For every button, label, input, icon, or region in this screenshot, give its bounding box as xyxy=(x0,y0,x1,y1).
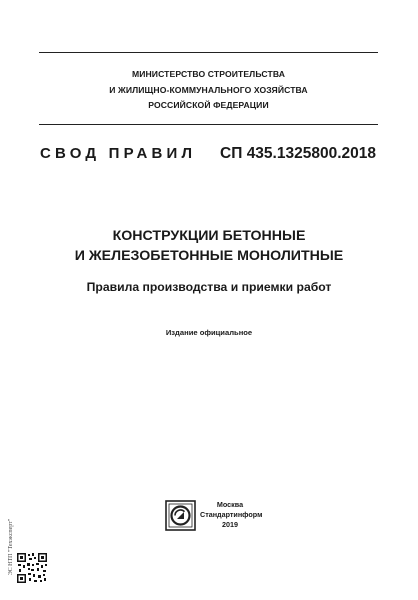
document-title xyxy=(0,226,418,266)
publisher-block xyxy=(200,500,263,530)
ministry-line-1: МИНИСТЕРСТВО СТРОИТЕЛЬСТВА xyxy=(131,69,286,79)
standartinform-logo-icon xyxy=(165,500,196,531)
ministry-line-2: И ЖИЛИЩНО-КОММУНАЛЬНОГО ХОЗЯЙСТВА xyxy=(109,84,308,95)
ministry-line-3: РОССИЙСКОЙ ФЕДЕРАЦИИ xyxy=(148,100,269,110)
publisher-city: Москва xyxy=(216,500,244,509)
top-divider xyxy=(39,52,378,53)
document-subtitle: Правила производства и приемки работ xyxy=(86,280,332,294)
series-label: СВОД ПРАВИЛ xyxy=(40,145,197,162)
watermark-text: ЭС НТП "Техэксперт" xyxy=(8,518,14,576)
qr-code-icon xyxy=(16,552,48,584)
ministry-header xyxy=(39,67,378,114)
title-line-1: КОНСТРУКЦИИ БЕТОННЫЕ xyxy=(112,228,306,244)
edition-label: Издание официальное xyxy=(165,328,253,337)
middle-divider xyxy=(39,124,378,125)
publisher-year: 2019 xyxy=(222,520,238,529)
publisher-name: Стандартинформ xyxy=(200,510,263,519)
document-code: СП 435.1325800.2018 xyxy=(220,145,376,162)
title-line-2: И ЖЕЛЕЗОБЕТОННЫЕ МОНОЛИТНЫЕ xyxy=(74,248,344,264)
